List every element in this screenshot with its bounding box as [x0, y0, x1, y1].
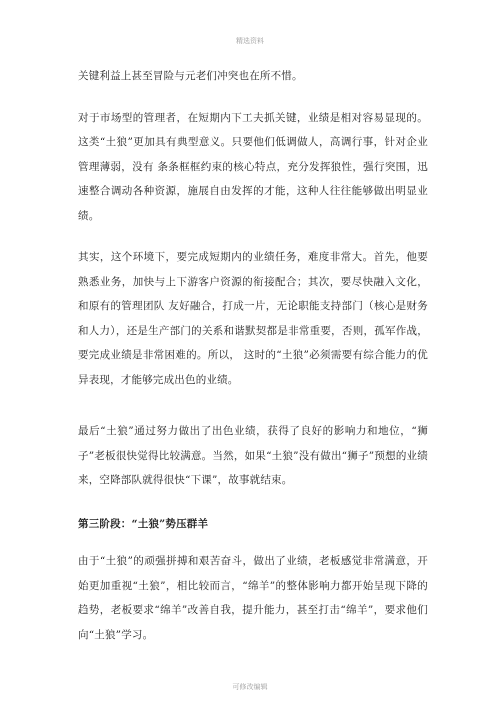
document-body [78, 64, 428, 647]
paragraph-5: 由于“土狼”的顽强拼搏和艰苦奋斗，做出了业绩，老板感觉非常满意，开始更加重视“土狼”，相比较而言，“绵羊”的整体影响力都开始呈现下降的趋势，老板要求“绵羊”改善自我，提升能力，甚至打击“绵羊”，要求他们向“土狼”学习。 [78, 555, 428, 641]
page-footer: 可修改编辑 [232, 683, 268, 691]
paragraph-2: 对于市场型的管理者，在短期内下工夫抓关键，业绩是相对容易显现的。这类“土狼”更加具有典型意义。只要他们低调做人，高调行事，针对企业管理薄弱，没有 条条框框约束的核心特点，充分发挥狼性，强行突围，迅速整合调动各种资源，施展自由发挥的才能，这种人往往能够做出明显业绩。 [78, 111, 428, 222]
paragraph-3: 其实，这个环境下，要完成短期内的业绩任务，难度非常大。首先，他要熟悉业务，加快与上下游客户资源的衔接配合；其次，要尽快融入文化，和原有的管理团队 友好融合，打成一片，无论职能支持部门（核心是财务和人力），还是生产部门的关系和谐默契都是非常重要，否则，孤军作战，要完成业绩是非常困难的。所以， 这时的“土狼”必须需要有综合能力的优异表现，才能够完成出色的业绩。 [78, 251, 428, 386]
page-header: 精选资料 [236, 37, 264, 45]
section-heading: 第三阶段：“土狼”势压群羊 [78, 517, 209, 530]
paragraph-4: 最后“土狼”通过努力做出了出色业绩，获得了良好的影响力和地位，“狮子”老板很快觉得比较满意。当然，如果“土狼”没有做出“狮子”预想的业绩来，空降部队就得很快“下课”，故事就结束。 [78, 425, 428, 486]
paragraph-1: 关键利益上甚至冒险与元老们冲突也在所不惜。 [78, 70, 303, 82]
